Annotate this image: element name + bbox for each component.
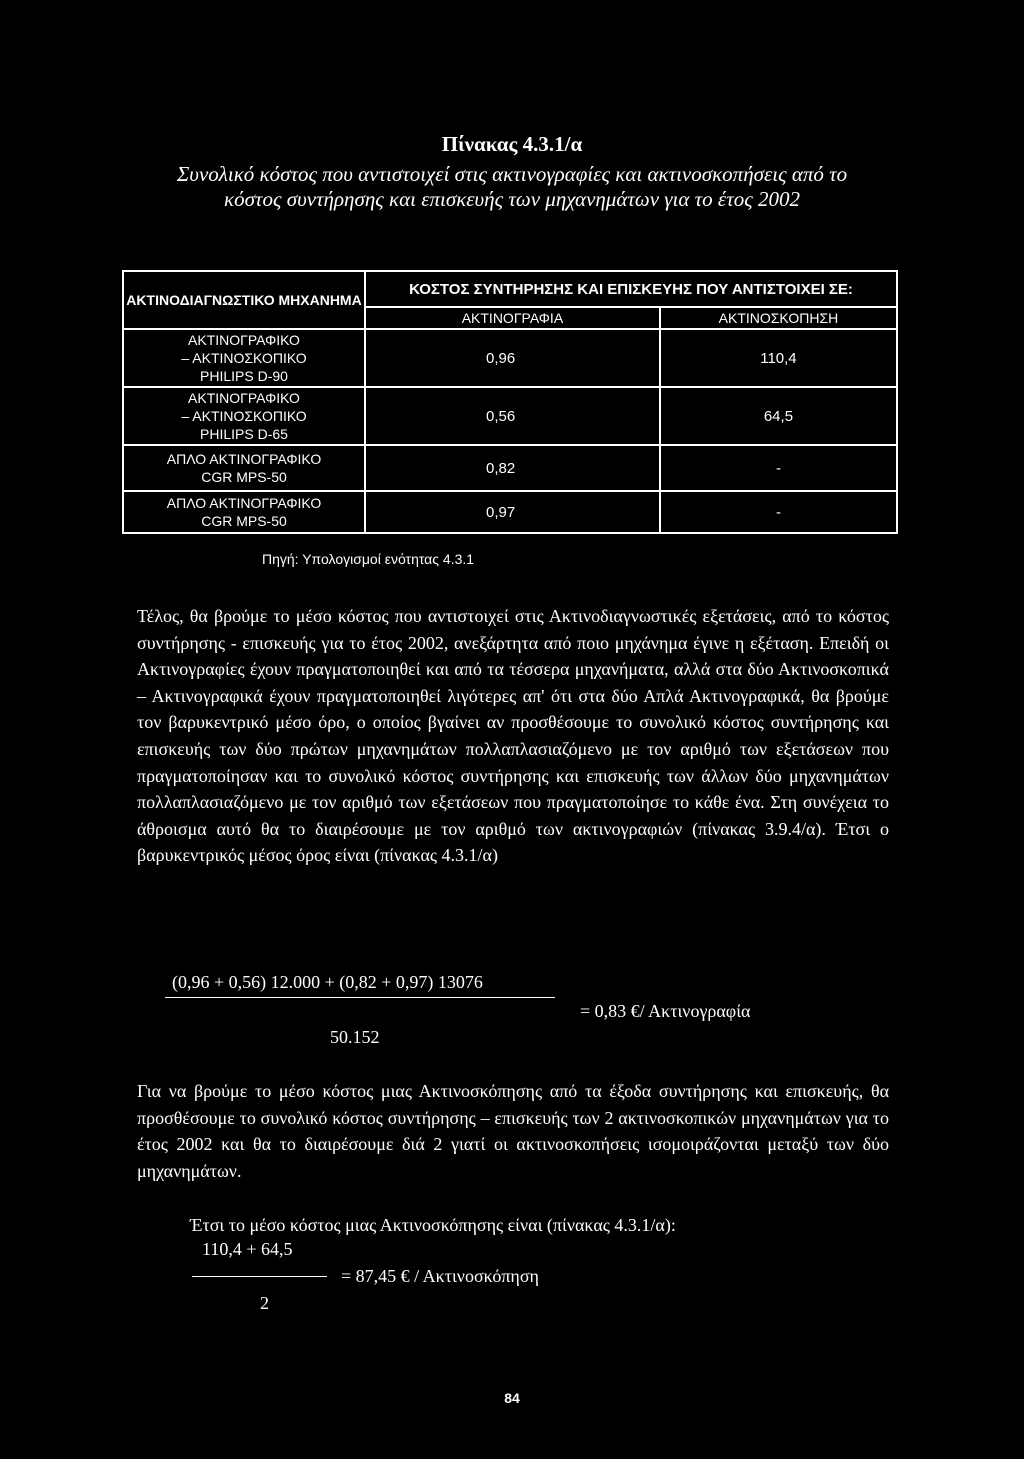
- machine-line: – ΑΚΤΙΝΟΣΚΟΠΙΚΟ: [181, 408, 307, 424]
- table-caption-subtitle: Συνολικό κόστος που αντιστοιχεί στις ακτινογραφίες και ακτινοσκοπήσεις από το κόστος συντήρησης και επισκευής των μηχανημάτων για το έτος 2002: [176, 162, 848, 211]
- fluoro-cost: -: [660, 445, 897, 491]
- xray-cost: 0,97: [365, 491, 660, 533]
- table-row: [123, 491, 897, 533]
- page-number: 84: [504, 1390, 520, 1406]
- machine-name: [123, 387, 365, 445]
- body-paragraph: Έτσι το μέσο κόστος μιας Ακτινοσκόπησης είναι (πίνακας 4.3.1/α):: [190, 1215, 676, 1235]
- xray-cost: 0,82: [365, 445, 660, 491]
- body-paragraph: Τέλος, θα βρούμε το μέσο κόστος που αντιστοιχεί στις Ακτινοδιαγνωστικές εξετάσεις, από το κόστος συντήρησης - επισκευής για το έτος 2002, ανεξάρτητα από ποιο μηχάνημα έγινε η εξέταση. Επειδή οι Ακτινογραφίες έχουν πραγματοποιηθεί και από τα τέσσερα μηχανήματα, αλλά στα δύο Ακτινοσκοπικά – Ακτινογραφικά έχουν πραγματοποιηθεί λιγότερες απ' ότι στα δύο Απλά Ακτινογραφικά, θα βρούμε τον βαρυκεντρικό μέσο όρο, ο οποίος βγαίνει αν προσθέσουμε το συνολικό κόστος συντήρησης και επισκευής των δύο πρώτων μηχανημάτων πολλαπλασιαζόμενο με τον αριθμό των εξετάσεων που πραγματοποίησαν και το συνολικό κόστος συντήρησης και επισκευής των άλλων δύο μηχανημάτων πολλαπλασιαζόμενο με τον αριθμό των εξετάσεων που πραγματοποίησε το κάθε ένα. Στη συνέχεια το άθροισμα αυτό θα το διαιρέσουμε με τον αριθμό των ακτινογραφιών (πίνακας 3.9.4/α). Έτσι ο βαρυκεντρικός μέσος όρος είναι (πίνακας 4.3.1/α): [137, 606, 889, 866]
- table-source: Πηγή: Υπολογισμοί ενότητας 4.3.1: [262, 551, 475, 567]
- formula1-numerator: (0,96 + 0,56) 12.000 + (0,82 + 0,97) 13076: [172, 972, 483, 992]
- header-cost: ΚΟΣΤΟΣ ΣΥΝΤΗΡΗΣΗΣ ΚΑΙ ΕΠΙΣΚΕΥΗΣ ΠΟΥ ΑΝΤΙΣΤΟΙΧΕΙ ΣΕ:: [365, 271, 897, 307]
- header-machine: ΑΚΤΙΝΟΔΙΑΓΝΩΣΤΙΚΟ ΜΗΧΑΝΗΜΑ: [123, 271, 365, 329]
- machine-name: [123, 445, 365, 491]
- table-row: [123, 329, 897, 387]
- machine-name: [123, 491, 365, 533]
- formula2-denominator: 2: [260, 1293, 269, 1313]
- machine-line: CGR MPS-50: [201, 513, 287, 529]
- machine-line: ΑΚΤΙΝΟΓΡΑΦΙΚΟ: [188, 390, 300, 406]
- xray-cost: 0,56: [365, 387, 660, 445]
- machine-line: ΑΠΛΟ ΑΚΤΙΝΟΓΡΑΦΙΚΟ: [166, 451, 322, 467]
- machine-line: CGR MPS-50: [201, 469, 287, 485]
- fluoro-cost: 110,4: [660, 329, 897, 387]
- formula2-numerator: 110,4 + 64,5: [202, 1239, 293, 1259]
- formula1-result: = 0,83 €/ Ακτινογραφία: [580, 1001, 751, 1021]
- formula2-result: = 87,45 € / Ακτινοσκόπηση: [341, 1266, 539, 1286]
- formula1-denominator: 50.152: [330, 1027, 380, 1047]
- machine-line: ΑΠΛΟ ΑΚΤΙΝΟΓΡΑΦΙΚΟ: [166, 495, 322, 511]
- formula1-fraction-line: [165, 997, 555, 998]
- cost-table: [122, 270, 898, 534]
- machine-line: – ΑΚΤΙΝΟΣΚΟΠΙΚΟ: [181, 350, 307, 366]
- body-paragraph: Για να βρούμε το μέσο κόστος μιας Ακτινοσκόπησης από τα έξοδα συντήρησης και επισκευής, θα προσθέσουμε το συνολικό κόστος συντήρησης – επισκευής των 2 ακτινοσκοπικών μηχανημάτων για το έτος 2002 και θα το διαιρέσουμε διά 2 γιατί οι ακτινοσκοπήσεις ισομοιράζονται μεταξύ των δύο μηχανημάτων.: [137, 1081, 889, 1181]
- formula2-fraction-line: [192, 1276, 327, 1277]
- machine-line: ΑΚΤΙΝΟΓΡΑΦΙΚΟ: [188, 332, 300, 348]
- fluoro-cost: -: [660, 491, 897, 533]
- table-header-row: [123, 271, 897, 307]
- table-row: [123, 387, 897, 445]
- machine-name: [123, 329, 365, 387]
- header-fluoro: ΑΚΤΙΝΟΣΚΟΠΗΣΗ: [660, 307, 897, 329]
- header-xray: ΑΚΤΙΝΟΓΡΑΦΙΑ: [365, 307, 660, 329]
- fluoro-cost: 64,5: [660, 387, 897, 445]
- machine-line: PHILIPS D-65: [200, 426, 288, 442]
- xray-cost: 0,96: [365, 329, 660, 387]
- machine-line: PHILIPS D-90: [200, 368, 288, 384]
- table-row: [123, 445, 897, 491]
- table-caption-title: Πίνακας 4.3.1/α: [441, 132, 583, 156]
